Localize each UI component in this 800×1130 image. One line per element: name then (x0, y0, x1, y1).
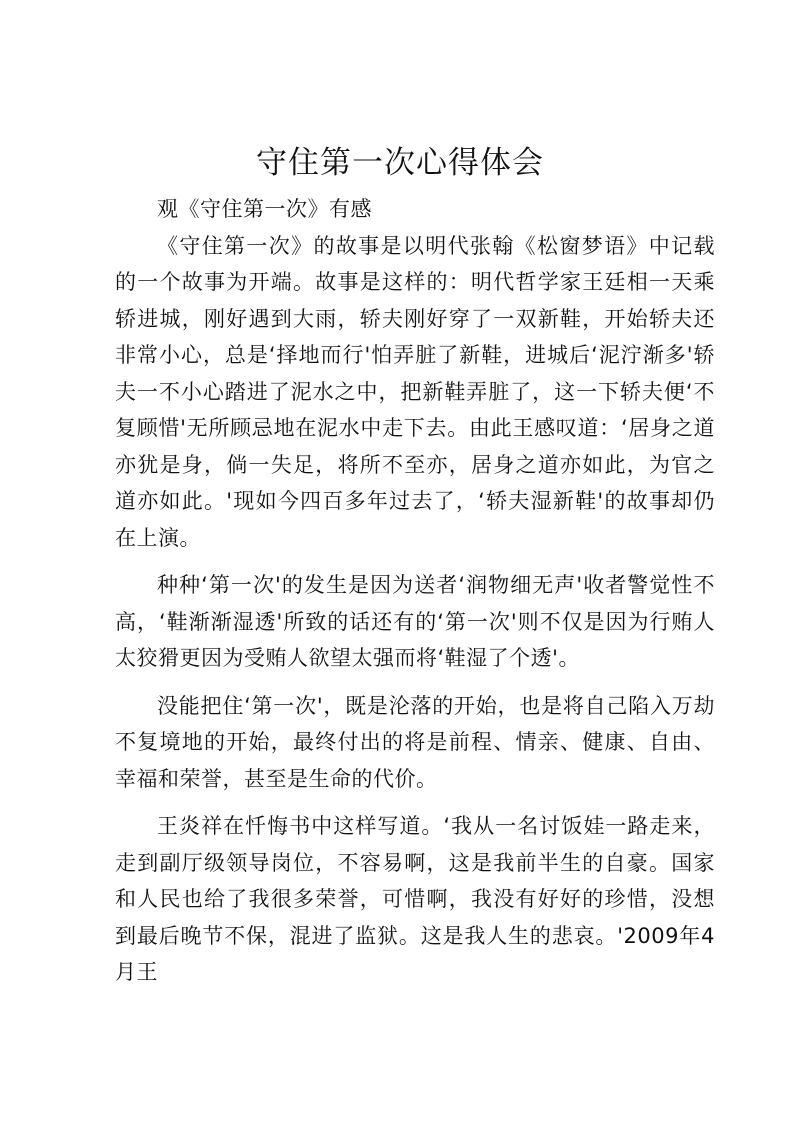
document-body (115, 191, 715, 991)
paragraph-confession: 王炎祥在忏悔书中这样写道。‘我从一名讨饭娃一路走来，走到副厅级领导岗位，不容易啊，这是我前半生的自豪。国家和人民也给了我很多荣誉，可惜啊，我没有好好的珍惜，没想到最后晚节不保，混进了监狱。这是我人生的悲哀。'2009年4月王 (115, 814, 715, 984)
document-title: 守住第一次心得体会 (256, 145, 544, 181)
paragraph-consequences: 没能把住‘第一次'，既是沦落的开始，也是将自己陷入万劫不复境地的开始，最终付出的将是前程、情亲、健康、自由、幸福和荣誉，甚至是生命的代价。 (115, 693, 715, 791)
paragraph-story: 《守住第一次》的故事是以明代张翰《松窗梦语》中记载的一个故事为开端。故事是这样的：明代哲学家王廷相一天乘轿进城，刚好遇到大雨，轿夫刚好穿了一双新鞋，开始轿夫还非常小心，总是‘择地而行'怕弄脏了新鞋，进城后‘泥泞渐多'轿夫一不小心踏进了泥水之中，把新鞋弄脏了，这一下轿夫便‘不复顾惜'无所顾忌地在泥水中走下去。由此王感叹道：‘居身之道亦犹是身，倘一失足，将所不至亦，居身之道亦如此，为官之道亦如此。'现如今四百多年过去了，‘轿夫湿新鞋'的故事却仍在上演。 (115, 233, 715, 550)
paragraph-first-times: 种种‘第一次'的发生是因为送者‘润物细无声'收者警觉性不高，‘鞋渐渐湿透'所致的话还有的‘第一次'则不仅是因为行贿人太狡猾更因为受贿人欲望太强而将‘鞋湿了个透'。 (115, 573, 715, 670)
paragraph-subtitle: 观《守住第一次》有感 (157, 197, 372, 221)
